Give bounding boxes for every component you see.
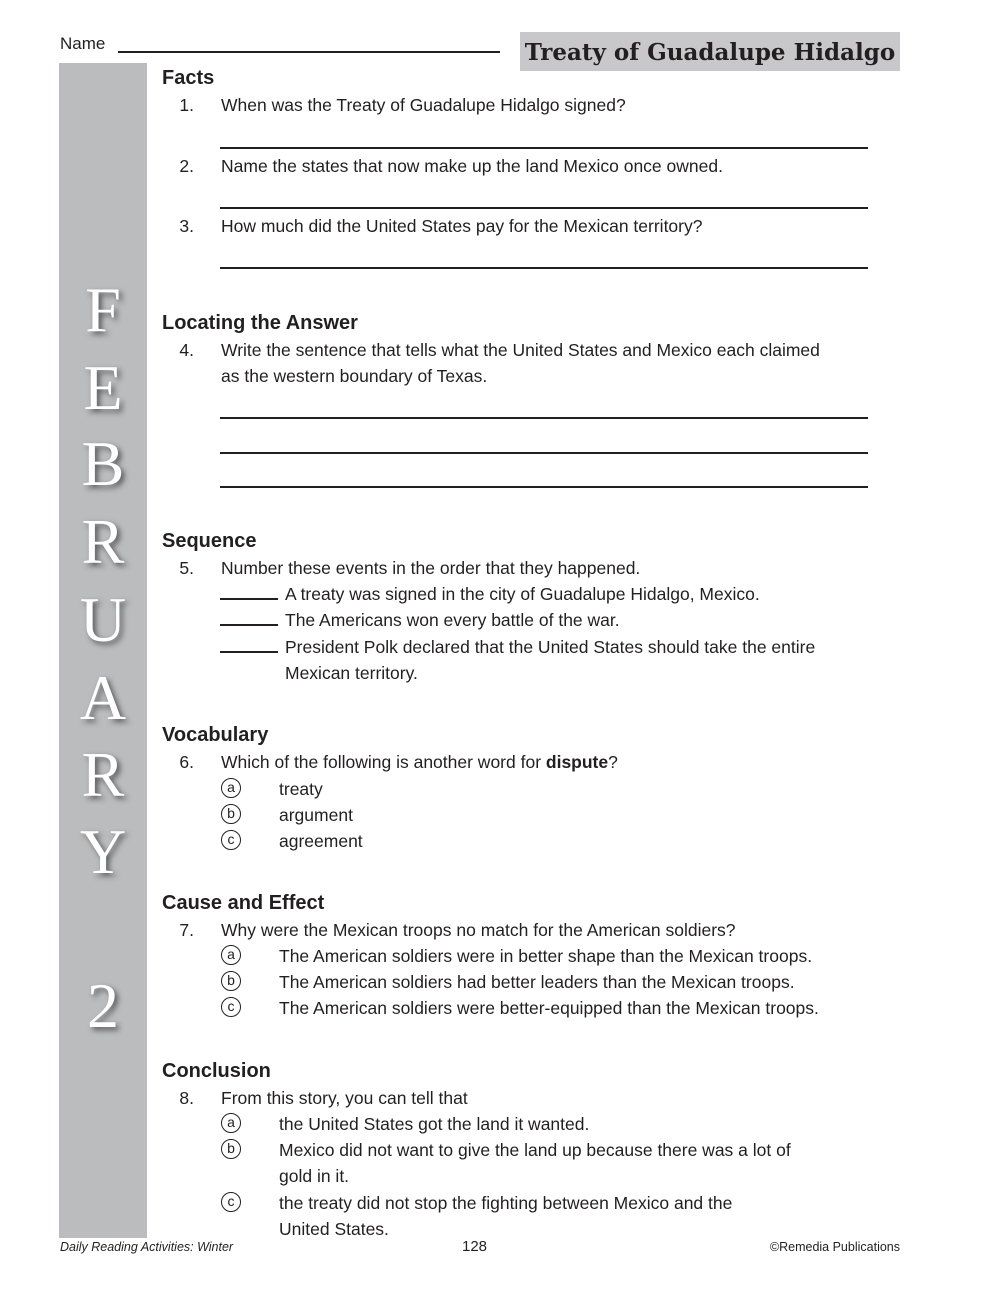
sequence-item-text: A treaty was signed in the city of Guadalupe Hidalgo, Mexico. [285,584,760,604]
option-b-bubble[interactable]: b [221,1139,241,1159]
question-number: 2. [179,156,194,176]
question-number: 4. [179,340,194,360]
question-number: 8. [179,1088,194,1108]
option-c-bubble[interactable]: c [221,997,241,1017]
sidebar-letter: E [83,352,123,423]
question-text: Number these events in the order that they happened. [221,558,641,578]
sidebar-letter: B [81,428,125,499]
option-b-bubble[interactable]: b [221,971,241,991]
sidebar-letter: F [85,274,121,345]
question-text: Name the states that now make up the land Mexico once owned. [221,156,723,176]
option-a-bubble[interactable]: a [221,945,241,965]
sidebar-letter: R [81,739,125,810]
option-text: Mexico did not want to give the land up because there was a lot of [279,1140,791,1160]
question-number: 7. [179,920,194,940]
locating-heading: Locating the Answer [162,312,358,334]
option-b-bubble[interactable]: b [221,804,241,824]
option-a-bubble[interactable]: a [221,1113,241,1133]
option-text: gold in it. [279,1166,350,1186]
option-text: The American soldiers had better leaders than the Mexican troops. [279,972,795,992]
answer-line[interactable] [220,207,868,209]
question-text-part: Which of the following is another word for [221,752,546,772]
question-text: as the western boundary of Texas. [221,366,488,386]
sidebar-letter: U [79,584,127,655]
question-text [221,751,618,773]
option-a-bubble[interactable]: a [221,778,241,798]
cause-effect-heading: Cause and Effect [162,892,325,914]
sequence-item-text: President Polk declared that the United States should take the entire [285,637,816,657]
question-text: Why were the Mexican troops no match for the American soldiers? [221,920,736,940]
option-c-bubble[interactable]: c [221,830,241,850]
question-text-part: ? [608,752,618,772]
footer-book-title: Daily Reading Activities: Winter [60,1240,234,1254]
footer-copyright: ©Remedia Publications [769,1240,900,1254]
answer-line[interactable] [220,417,868,419]
month-sidebar [59,63,147,1238]
question-text: When was the Treaty of Guadalupe Hidalgo signed? [221,95,626,115]
page-number: 128 [462,1238,488,1255]
answer-line[interactable] [220,486,868,488]
sidebar-letter: A [79,662,127,733]
vocabulary-word: dispute [545,752,609,772]
question-number: 1. [179,95,194,115]
option-c-bubble[interactable]: c [221,1192,241,1212]
answer-line[interactable] [220,147,868,149]
option-text: The American soldiers were better-equipped than the Mexican troops. [279,998,819,1018]
option-text: treaty [279,779,323,799]
question-number: 3. [179,216,194,236]
sequence-item [220,636,816,658]
sequence-blank[interactable] [220,598,278,600]
sequence-item [220,609,620,631]
option-text: the United States got the land it wanted. [279,1114,590,1134]
question-text: From this story, you can tell that [221,1088,468,1108]
answer-line[interactable] [220,452,868,454]
question-number: 6. [179,752,194,772]
question-number: 5. [179,558,194,578]
sequence-item-text: The Americans won every battle of the war. [285,610,620,630]
option-text: The American soldiers were in better shape than the Mexican troops. [279,946,813,966]
option-text: agreement [279,831,363,851]
name-field[interactable] [118,51,500,53]
worksheet-title: Treaty of Guadalupe Hidalgo [520,32,900,71]
question-text: How much did the United States pay for the Mexican territory? [221,216,703,236]
sidebar-letter: Y [79,816,127,887]
sequence-blank[interactable] [220,651,278,653]
sequence-item [220,583,760,605]
name-label: Name [60,34,106,53]
vocabulary-heading: Vocabulary [162,724,269,746]
option-text: United States. [279,1219,389,1239]
answer-line[interactable] [220,267,868,269]
sequence-item-text: Mexican territory. [285,663,418,683]
question-text: Write the sentence that tells what the United States and Mexico each claimed [221,340,820,360]
option-text: argument [279,805,353,825]
sidebar-day-number: 2 [87,970,119,1041]
sidebar-letter: R [81,506,125,577]
sequence-blank[interactable] [220,624,278,626]
conclusion-heading: Conclusion [162,1060,271,1082]
facts-heading: Facts [162,67,215,89]
sequence-heading: Sequence [162,530,257,552]
option-text: the treaty did not stop the fighting between Mexico and the [279,1193,733,1213]
